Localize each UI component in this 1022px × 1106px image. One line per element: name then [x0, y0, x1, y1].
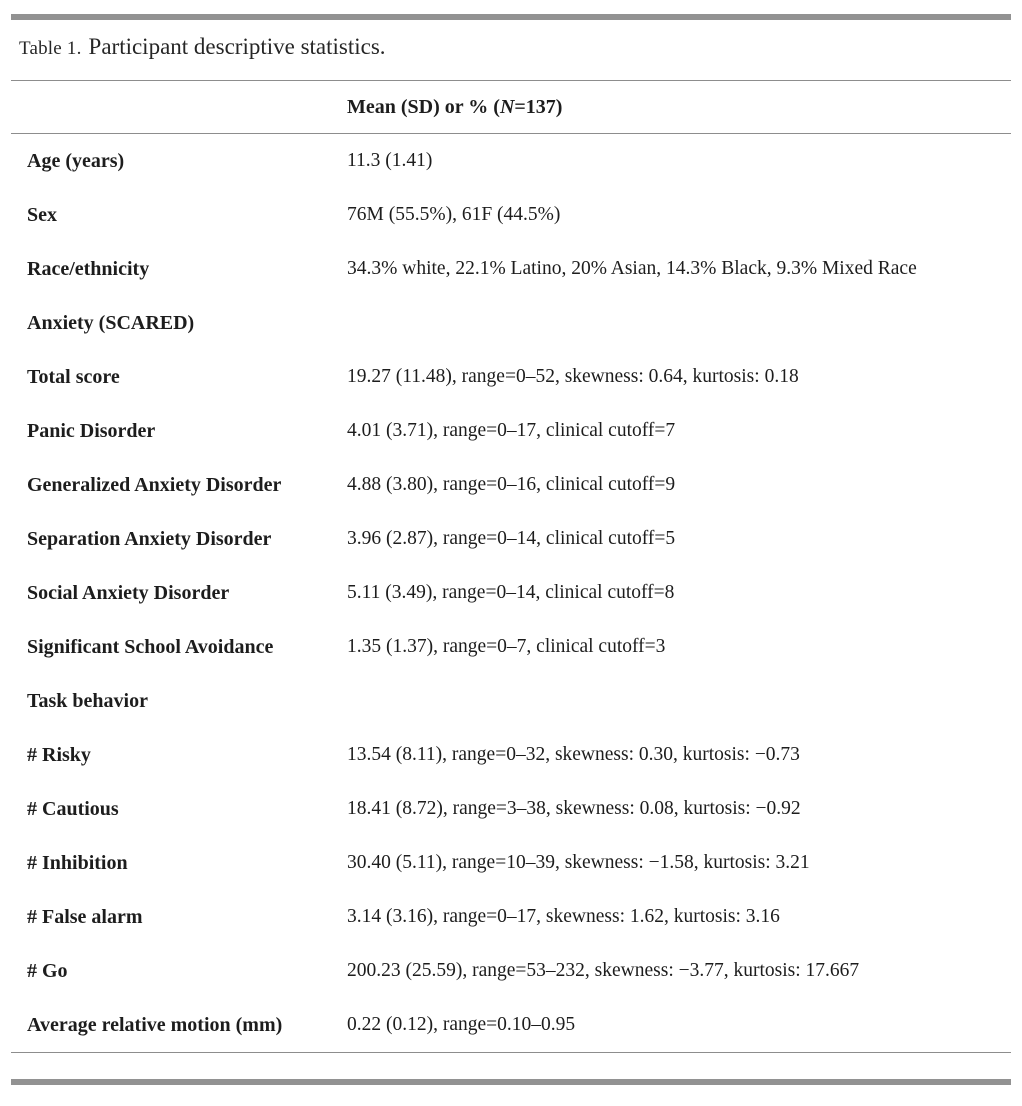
bottom-gap [0, 1053, 1022, 1079]
table-row [0, 998, 1022, 1052]
row-value: 11.3 (1.41) [347, 150, 433, 171]
table-row [0, 566, 1022, 620]
row-label: Generalized Anxiety Disorder [27, 473, 282, 496]
header-text-prefix: Mean (SD) or % ( [347, 95, 500, 118]
row-label: # Inhibition [27, 851, 128, 874]
row-label: Task behavior [27, 689, 148, 712]
table-row [0, 458, 1022, 512]
header-value-cell [347, 96, 1022, 119]
row-value: 13.54 (8.11), range=0–32, skewness: 0.30, kurtosis: −0.73 [347, 744, 800, 765]
row-label: # Risky [27, 743, 91, 766]
table-body [0, 134, 1022, 1052]
row-value: 4.88 (3.80), range=0–16, clinical cutoff=9 [347, 474, 676, 495]
table-row [0, 512, 1022, 566]
bottom-thick-rule [11, 1079, 1011, 1085]
row-value: 3.14 (3.16), range=0–17, skewness: 1.62, kurtosis: 3.16 [347, 906, 780, 927]
row-label: # Cautious [27, 797, 119, 820]
row-label: Social Anxiety Disorder [27, 581, 230, 604]
row-value: 18.41 (8.72), range=3–38, skewness: 0.08, kurtosis: −0.92 [347, 798, 801, 819]
row-label: Sex [27, 203, 57, 226]
row-value: 0.22 (0.12), range=0.10–0.95 [347, 1014, 576, 1035]
table-row [0, 728, 1022, 782]
row-label: Total score [27, 365, 120, 388]
row-value: 30.40 (5.11), range=10–39, skewness: −1.58, kurtosis: 3.21 [347, 852, 810, 873]
table-row [0, 404, 1022, 458]
table-row [0, 620, 1022, 674]
table-row [0, 134, 1022, 188]
row-value: 19.27 (11.48), range=0–52, skewness: 0.64, kurtosis: 0.18 [347, 366, 799, 387]
table-row [0, 674, 1022, 728]
table-row [0, 890, 1022, 944]
row-value: 4.01 (3.71), range=0–17, clinical cutoff=7 [347, 420, 676, 441]
row-value: 76M (55.5%), 61F (44.5%) [347, 204, 561, 225]
table-row [0, 188, 1022, 242]
row-label: Race/ethnicity [27, 257, 150, 280]
table-header-row [0, 81, 1022, 133]
row-value: 1.35 (1.37), range=0–7, clinical cutoff=3 [347, 636, 666, 657]
row-label: Average relative motion (mm) [27, 1013, 283, 1036]
row-label: Separation Anxiety Disorder [27, 527, 272, 550]
row-value: 34.3% white, 22.1% Latino, 20% Asian, 14.3% Black, 9.3% Mixed Race [347, 258, 917, 279]
table-row [0, 944, 1022, 998]
header-n-symbol: N [499, 95, 515, 118]
table-row [0, 242, 1022, 296]
table-row [0, 350, 1022, 404]
row-label: Significant School Avoidance [27, 635, 274, 658]
row-label: Age (years) [27, 149, 125, 172]
table-caption [0, 20, 1022, 80]
header-text-suffix: =137) [514, 95, 563, 118]
table-number-label: Table 1. [19, 38, 82, 59]
row-label: # Go [27, 959, 68, 982]
row-value: 3.96 (2.87), range=0–14, clinical cutoff=5 [347, 528, 676, 549]
row-value: 200.23 (25.59), range=53–232, skewness: −3.77, kurtosis: 17.667 [347, 960, 860, 981]
table-row [0, 836, 1022, 890]
row-label: Anxiety (SCARED) [27, 311, 195, 334]
row-label: # False alarm [27, 905, 143, 928]
row-label: Panic Disorder [27, 419, 156, 442]
row-value: 5.11 (3.49), range=0–14, clinical cutoff=8 [347, 582, 675, 603]
table-row [0, 782, 1022, 836]
table-row [0, 296, 1022, 350]
caption-text: Participant descriptive statistics. [88, 34, 386, 59]
